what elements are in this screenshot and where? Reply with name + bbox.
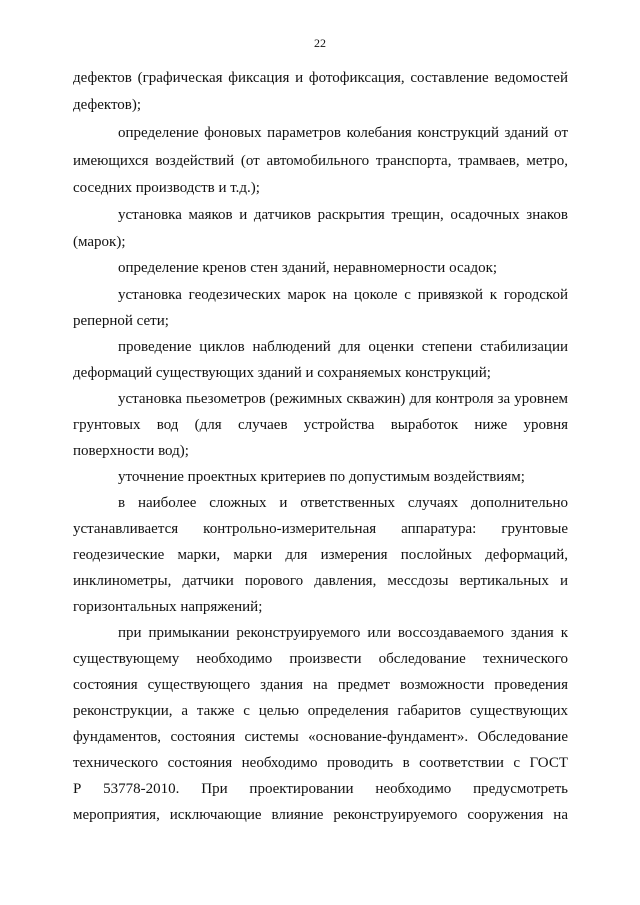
text-line: поверхности вод); — [73, 443, 189, 459]
text-line: имеющихся воздействий (от автомобильного транспорта, трамваев, метро, — [73, 153, 568, 169]
text-line: в наиболее сложных и ответственных случаях дополнительно — [118, 495, 568, 511]
page-number: 22 — [314, 36, 326, 50]
text-line: (марок); — [73, 234, 126, 250]
text-line: мероприятия, исключающие влияние реконструируемого сооружения на — [73, 807, 568, 823]
text-line: уточнение проектных критериев по допустимым воздействиям; — [118, 469, 525, 485]
text-line: дефектов (графическая фиксация и фотофиксация, составление ведомостей — [73, 70, 568, 86]
text-line: проведение циклов наблюдений для оценки степени стабилизации — [118, 339, 568, 355]
text-line: технического состояния необходимо проводить в соответствии с ГОСТ — [73, 755, 568, 771]
text-line: Р 53778-2010. При проектировании необходимо предусмотреть — [73, 781, 568, 797]
text-line: геодезические марки, марки для измерения послойных деформаций, — [73, 547, 568, 563]
text-line: устанавливается контрольно-измерительная аппаратура: грунтовые — [73, 521, 568, 537]
text-line: определение фоновых параметров колебания конструкций зданий от — [118, 125, 568, 141]
text-line: установка маяков и датчиков раскрытия трещин, осадочных знаков — [118, 207, 568, 223]
text-line: грунтовых вод (для случаев устройства выработок ниже уровня — [73, 417, 568, 433]
text-line: соседних производств и т.д.); — [73, 180, 260, 196]
text-line: состояния существующего здания на предмет возможности проведения — [73, 677, 568, 693]
text-line: существующему необходимо произвести обследование технического — [73, 651, 568, 667]
text-line: установка пьезометров (режимных скважин) для контроля за уровнем — [118, 391, 568, 407]
text-line: определение кренов стен зданий, неравномерности осадок; — [118, 260, 498, 276]
text-line: горизонтальных напряжений; — [73, 599, 263, 615]
text-line: инклинометры, датчики порового давления, мессдозы вертикальных и — [73, 573, 568, 589]
text-line: деформаций существующих зданий и сохраняемых конструкций; — [73, 365, 491, 381]
text-line: реконструкции, а также с целью определения габаритов существующих — [73, 703, 568, 719]
text-line: фундаментов, состояния системы «основание-фундамент». Обследование — [73, 729, 568, 745]
text-line: при примыкании реконструируемого или воссоздаваемого здания к — [118, 625, 568, 641]
text-line: дефектов); — [73, 97, 142, 113]
text-line: установка геодезических марок на цоколе с привязкой к городской — [118, 287, 568, 303]
text-line: реперной сети; — [73, 313, 169, 329]
